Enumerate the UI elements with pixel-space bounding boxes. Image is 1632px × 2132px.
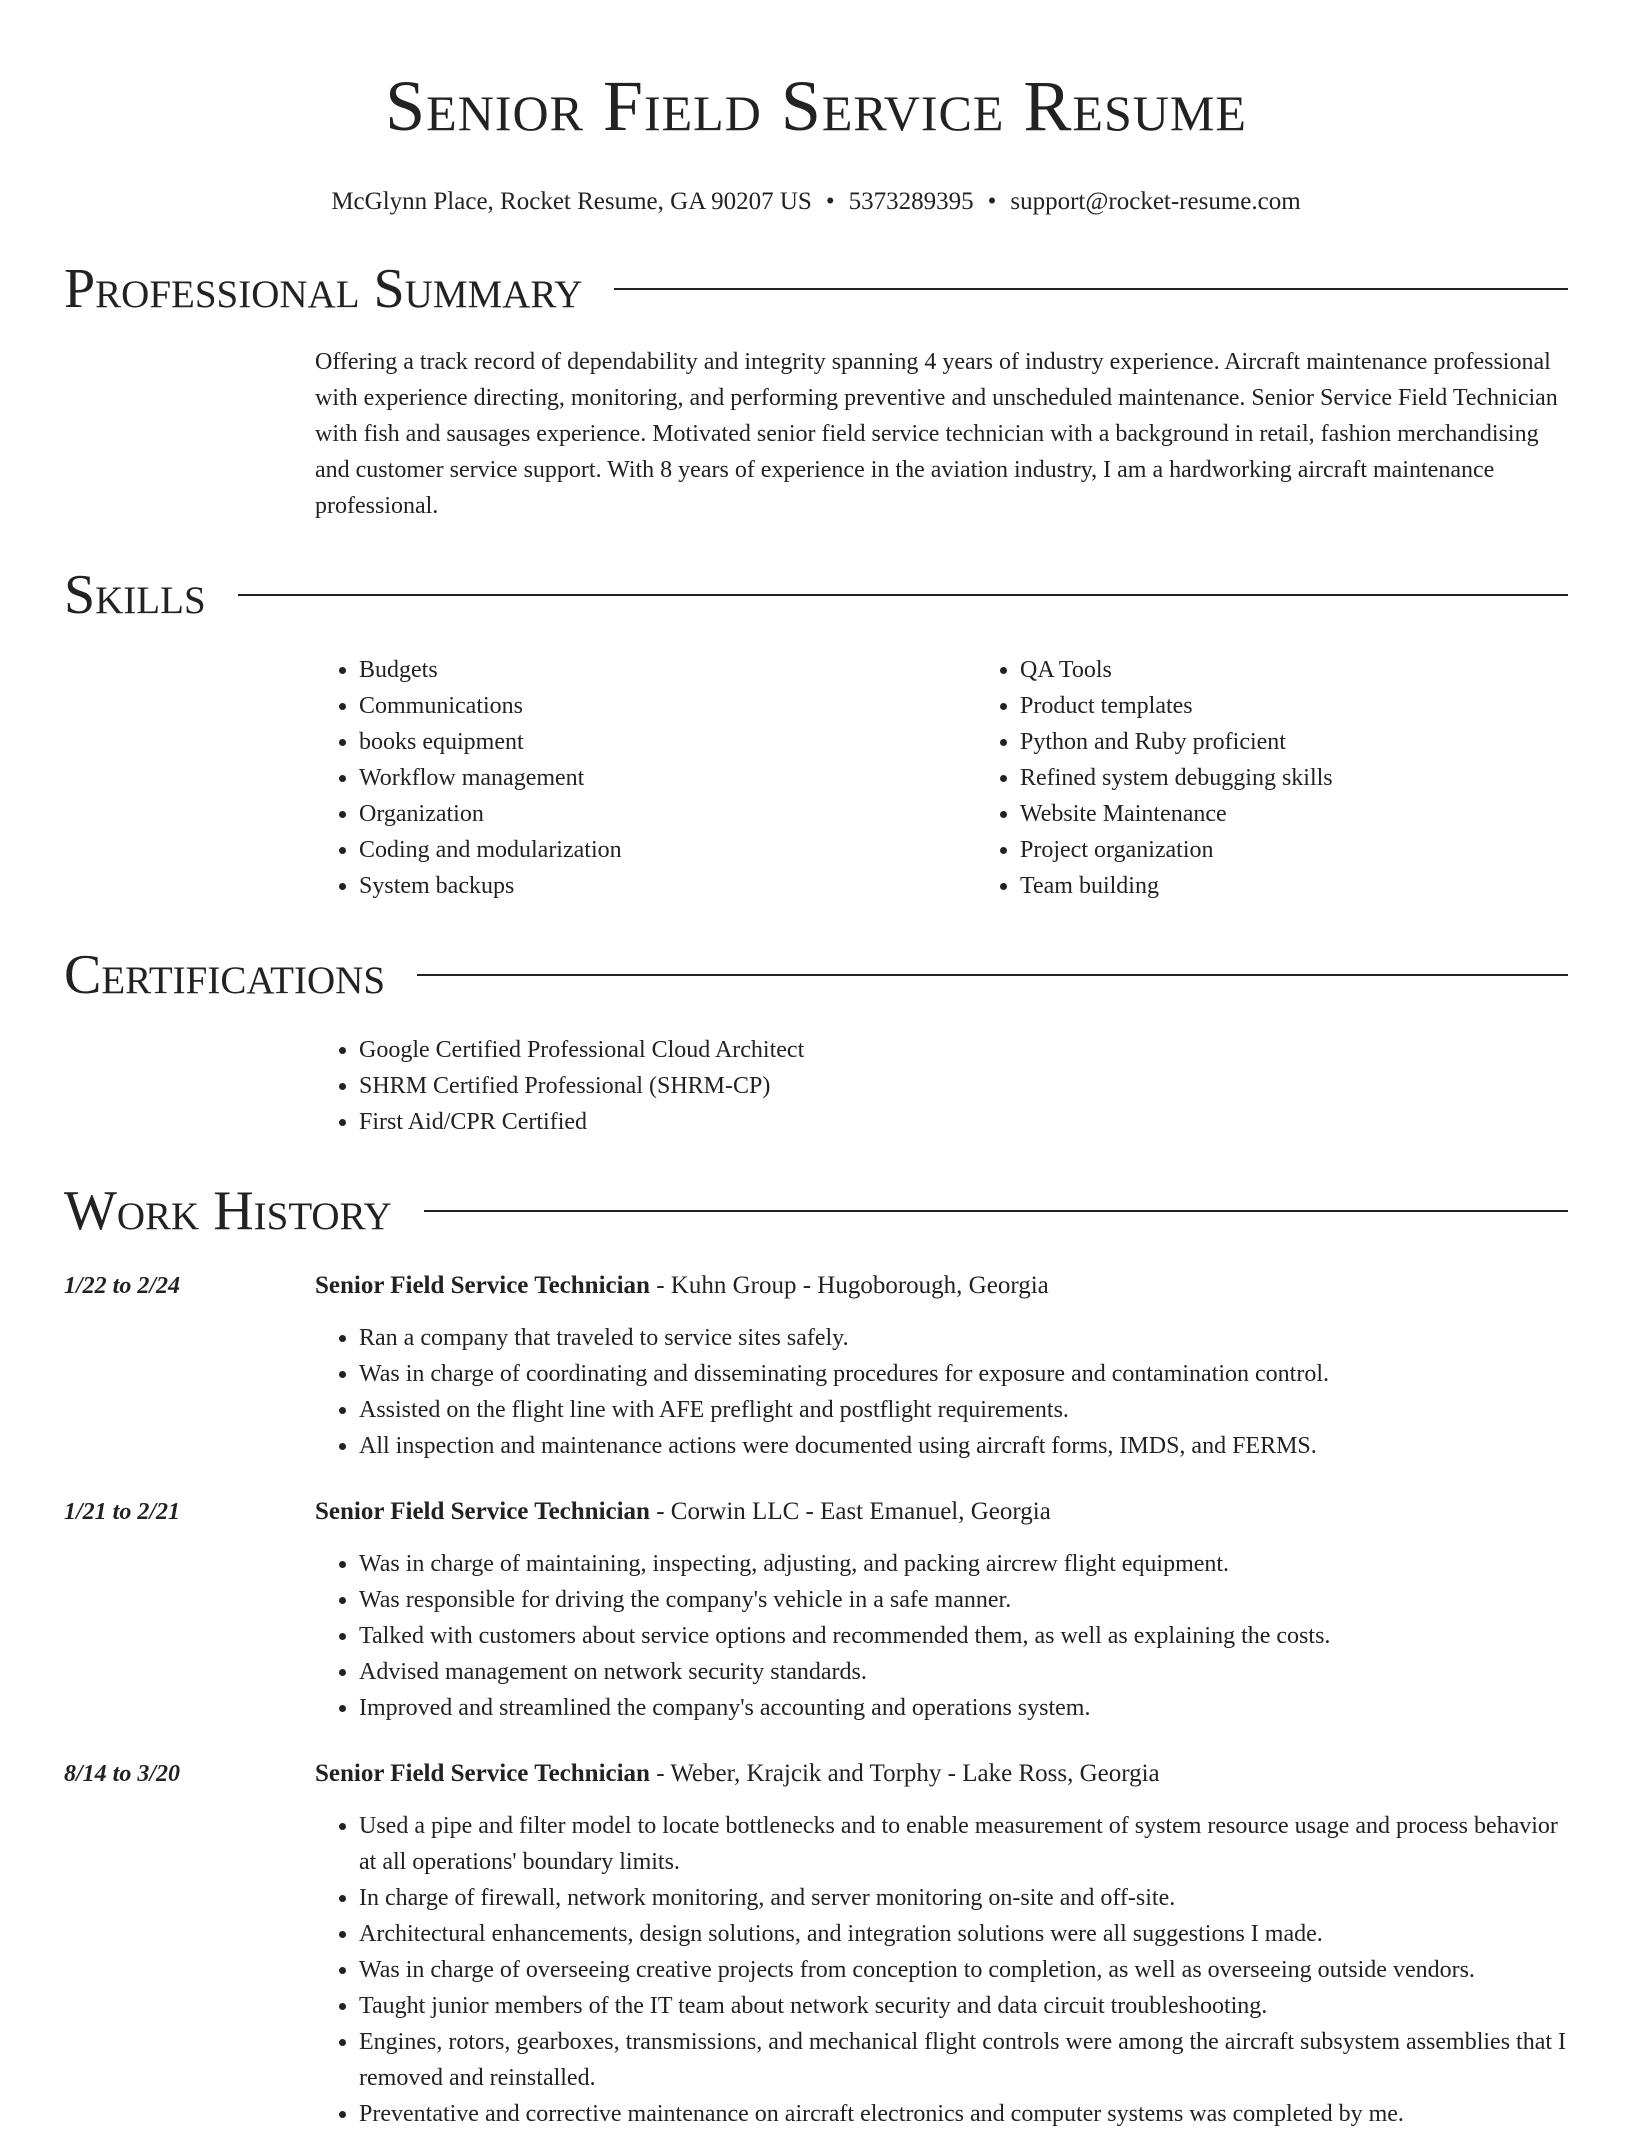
summary-heading: Professional Summary <box>64 258 583 320</box>
skill-item: • Website Maintenance <box>1020 796 1632 832</box>
job-entry <box>64 1494 1568 1726</box>
job-bullets <box>315 1320 1568 1464</box>
skill-item: • Communications <box>359 688 976 724</box>
job-bullet: • Architectural enhancements, design solutions, and integration solutions were all suggestions I made. <box>359 1916 1568 1952</box>
job-company-location: - Corwin LLC - East Emanuel, Georgia <box>649 1498 1051 1525</box>
job-title: Senior Field Service Technician <box>315 1272 650 1299</box>
certifications-list <box>315 1032 1568 1140</box>
skills-heading: Skills <box>64 564 206 626</box>
job-bullet: • Engines, rotors, gearboxes, transmissions, and mechanical flight controls were among the aircraft subsystem assemblies that I removed and reinstalled. <box>359 2024 1568 2096</box>
skill-item: • Refined system debugging skills <box>1020 760 1632 796</box>
skill-item: • Product templates <box>1020 688 1632 724</box>
job-details <box>315 1494 1568 1726</box>
job-title-line <box>315 1494 1568 1530</box>
job-bullet: • Taught junior members of the IT team about network security and data circuit troubleshooting. <box>359 1988 1568 2024</box>
skills-list-right <box>976 652 1632 904</box>
job-bullet: • Was in charge of coordinating and disseminating procedures for exposure and contamination control. <box>359 1356 1568 1392</box>
skill-item: • Project organization <box>1020 832 1632 868</box>
summary-section-header <box>64 256 1568 322</box>
section-divider <box>614 288 1568 290</box>
job-bullet: • Preventative and corrective maintenance on aircraft electronics and computer systems was completed by me. <box>359 2096 1568 2132</box>
job-dates: 1/22 to 2/24 <box>64 1273 181 1299</box>
skill-item: • Python and Ruby proficient <box>1020 724 1632 760</box>
job-bullet: • Was in charge of maintaining, inspecting, adjusting, and packing aircrew flight equipment. <box>359 1546 1568 1582</box>
job-details <box>315 1756 1568 2132</box>
job-details <box>315 1268 1568 1464</box>
contact-email: support@rocket-resume.com <box>1010 188 1301 215</box>
skill-item: • books equipment <box>359 724 976 760</box>
contact-phone: 5373289395 <box>848 188 974 215</box>
resume-title: Senior Field Service Resume <box>385 66 1247 146</box>
certification-item: • Google Certified Professional Cloud Architect <box>359 1032 1568 1068</box>
job-bullets <box>315 1808 1568 2132</box>
job-entry <box>64 1268 1568 1464</box>
job-title-line <box>315 1268 1568 1304</box>
skill-item: • Budgets <box>359 652 976 688</box>
certifications-body <box>315 1032 1568 1140</box>
job-bullet: • In charge of firewall, network monitoring, and server monitoring on-site and off-site. <box>359 1880 1568 1916</box>
contact-line <box>64 186 1568 218</box>
skill-item: • QA Tools <box>1020 652 1632 688</box>
job-bullet: • Assisted on the flight line with AFE preflight and postflight requirements. <box>359 1392 1568 1428</box>
summary-body <box>315 344 1568 524</box>
certification-item: • First Aid/CPR Certified <box>359 1104 1568 1140</box>
certification-item: • SHRM Certified Professional (SHRM-CP) <box>359 1068 1568 1104</box>
certifications-section-header <box>64 942 1568 1008</box>
summary-text: Offering a track record of dependability and integrity spanning 4 years of industry experience. Aircraft maintenance professional with experience directing, monitoring, and performing preventive and unscheduled maintenance. Senior Service Field Technician with fish and sausages experience. Motivated senior field service technician with a background in retail, fashion merchandising and customer service support. With 8 years of experience in the aviation industry, I am a hardworking aircraft maintenance professional. <box>315 349 1558 519</box>
skills-list-left <box>315 652 976 904</box>
job-bullet: • Was in charge of overseeing creative projects from conception to completion, as well as overseeing outside vendors. <box>359 1952 1568 1988</box>
job-bullet: • All inspection and maintenance actions were documented using aircraft forms, IMDS, and FERMS. <box>359 1428 1568 1464</box>
job-bullet: • Advised management on network security standards. <box>359 1654 1568 1690</box>
contact-separator: • <box>987 188 997 215</box>
job-bullet: • Used a pipe and filter model to locate bottlenecks and to enable measurement of system resource usage and process behavior at all operations' boundary limits. <box>359 1808 1568 1880</box>
job-title: Senior Field Service Technician <box>315 1760 650 1787</box>
job-bullet: • Improved and streamlined the company's accounting and operations system. <box>359 1690 1568 1726</box>
work-history-list <box>64 1268 1568 2132</box>
certifications-heading: Certifications <box>64 944 386 1006</box>
section-divider <box>417 974 1568 976</box>
job-bullet: • Talked with customers about service options and recommended them, as well as explaining the costs. <box>359 1618 1568 1654</box>
job-company-location: - Weber, Krajcik and Torphy - Lake Ross, Georgia <box>649 1760 1160 1787</box>
skills-body <box>315 652 1568 904</box>
section-divider <box>238 594 1568 596</box>
job-company-location: - Kuhn Group - Hugoborough, Georgia <box>649 1272 1049 1299</box>
job-title: Senior Field Service Technician <box>315 1498 650 1525</box>
contact-address: McGlynn Place, Rocket Resume, GA 90207 US <box>331 188 812 215</box>
work-section-header <box>64 1178 1568 1244</box>
skill-item: • Team building <box>1020 868 1632 904</box>
job-bullets <box>315 1546 1568 1726</box>
work-heading: Work History <box>64 1180 392 1242</box>
job-bullet: • Was responsible for driving the company's vehicle in a safe manner. <box>359 1582 1568 1618</box>
job-entry <box>64 1756 1568 2132</box>
job-dates: 1/21 to 2/21 <box>64 1499 181 1525</box>
skill-item: • Workflow management <box>359 760 976 796</box>
skills-section-header <box>64 562 1568 628</box>
job-dates: 8/14 to 3/20 <box>64 1761 181 1787</box>
job-title-line <box>315 1756 1568 1792</box>
section-divider <box>424 1210 1568 1212</box>
skill-item: • Organization <box>359 796 976 832</box>
skill-item: • System backups <box>359 868 976 904</box>
job-bullet: • Ran a company that traveled to service sites safely. <box>359 1320 1568 1356</box>
contact-separator: • <box>825 188 835 215</box>
skill-item: • Coding and modularization <box>359 832 976 868</box>
